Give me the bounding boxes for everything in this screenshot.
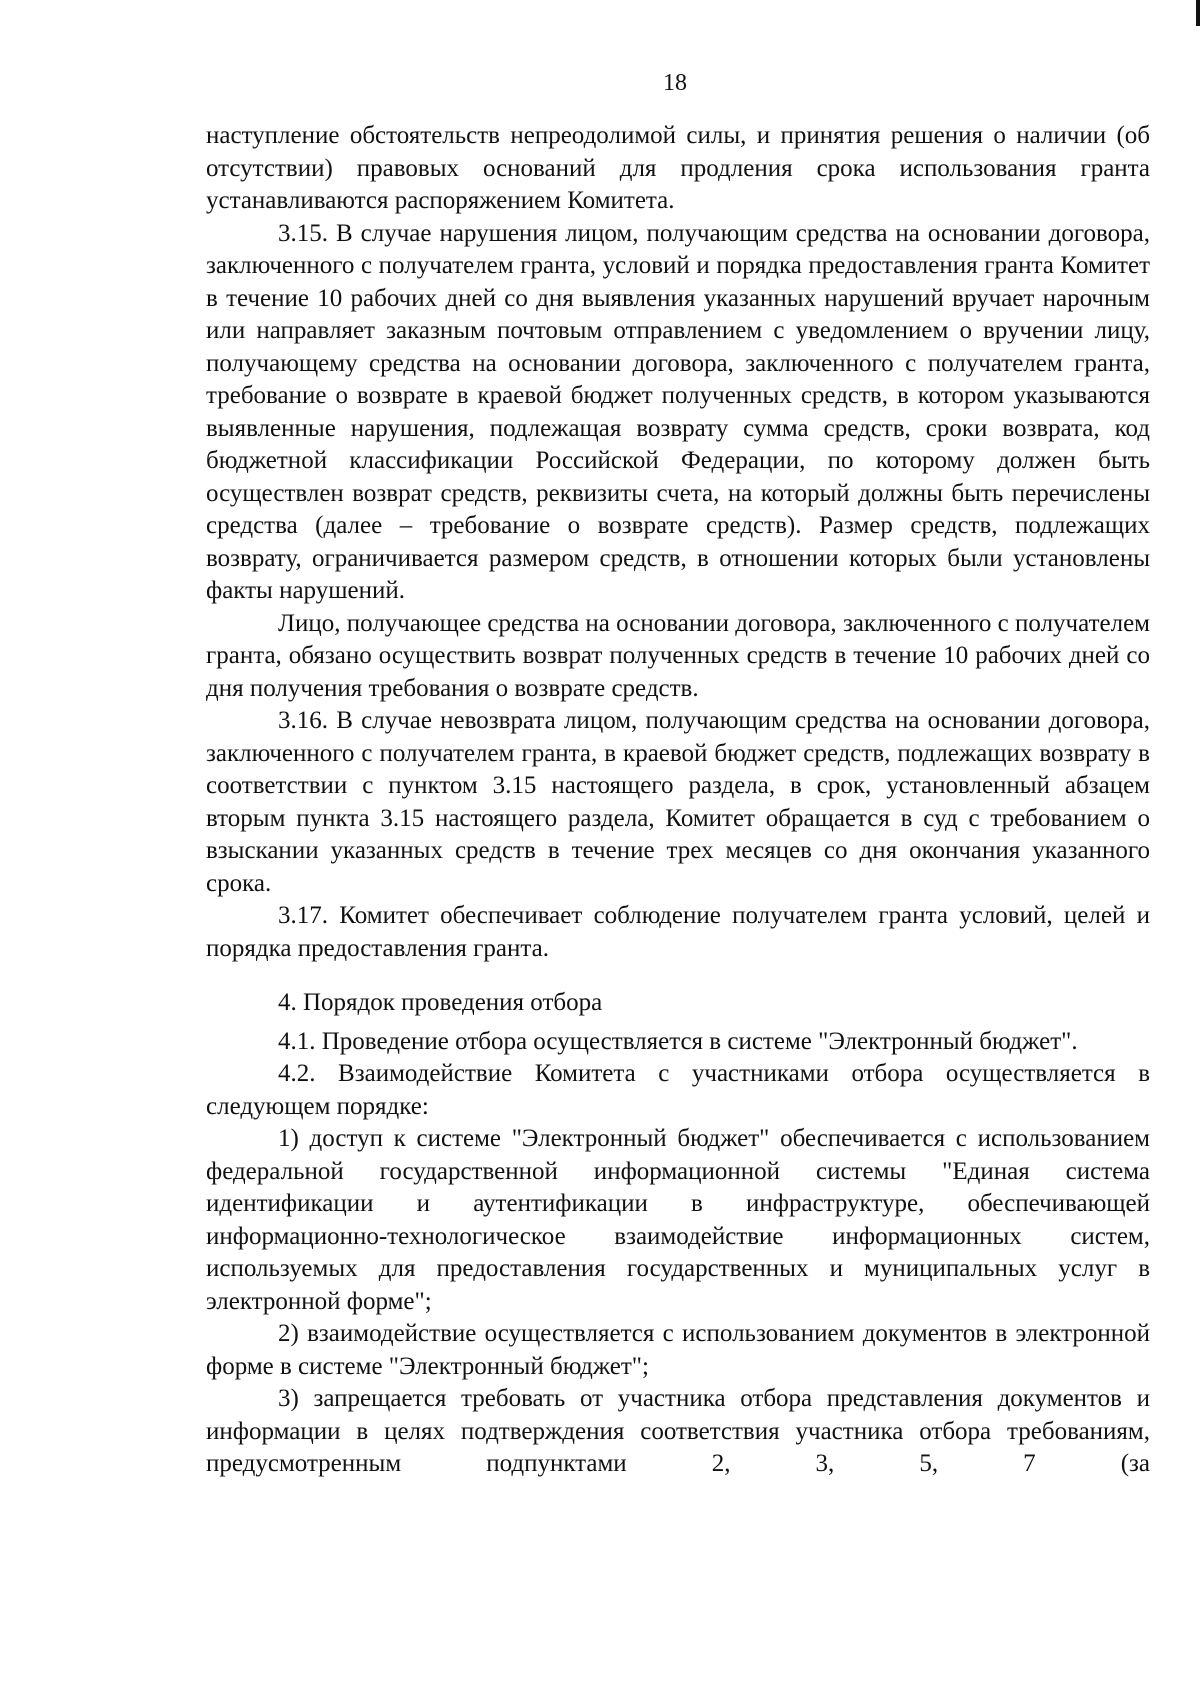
scan-edge-mark (1196, 0, 1200, 26)
paragraph-4-2: 4.2. Взаимодействие Комитета с участниками отбора осуществляется в следующем порядке: (206, 1060, 1150, 1120)
list-item-1: 1) доступ к системе "Электронный бюджет" обеспечивается с использованием федеральной государственной информационной системы "Единая система идентификации и аутентификации в инфраструктуре, обеспечивающей информационно-технологическое взаимодействие информационных систем, используемых для предоставления государственных и муниципальных услуг в электронной форме"; (206, 1125, 1150, 1315)
paragraph-3-16: 3.16. В случае невозврата лицом, получающим средства на основании договора, заключенного с получателем гранта, в краевой бюджет средств, подлежащих возврату в соответствии с пунктом 3.15 настоящего раздела, в срок, установленный абзацем вторым пункта 3.15 настоящего раздела, Комитет обращается в суд с требованием о взыскании указанных средств в течение трех месяцев со дня окончания указанного срока. (206, 707, 1150, 897)
paragraph-3-15: 3.15. В случае нарушения лицом, получающим средства на основании договора, заключенного с получателем гранта, условий и порядка предоставления гранта Комитет в течение 10 рабочих дней со дня выявления указанных нарушений вручает нарочным или направляет заказным почтовым отправлением с уведомлением о вручении лицу, получающему средства на основании договора, заключенного с получателем гранта, требование о возврате в краевой бюджет полученных средств, в котором указываются выявленные нарушения, подлежащая возврату сумма средств, сроки возврата, код бюджетной классификации Российской Федерации, по которому должен быть осуществлен возврат средств, реквизиты счета, на который должны быть перечислены средства (далее – требование о возврате средств). Размер средств, подлежащих возврату, ограничивается размером средств, в отношении которых были установлены факты нарушений. (206, 219, 1150, 604)
paragraph-3-15-second: Лицо, получающее средства на основании договора, заключенного с получателем гранта, обязано осуществить возврат полученных средств в течение 10 рабочих дней со дня получения требования о возврате средств. (206, 609, 1150, 702)
paragraph-4-1: 4.1. Проведение отбора осуществляется в системе "Электронный бюджет". (278, 1027, 1078, 1055)
paragraph-3-17: 3.17. Комитет обеспечивает соблюдение получателем гранта условий, целей и порядка предоставления гранта. (206, 902, 1150, 962)
list-item-2: 2) взаимодействие осуществляется с использованием документов в электронной форме в системе "Электронный бюджет"; (206, 1320, 1150, 1380)
list-item-3: 3) запрещается требовать от участника отбора представления документов и информации в целях подтверждения соответствия участника отбора требованиям, предусмотренным подпунктами 2, 3, 5, 7 (за (206, 1385, 1150, 1477)
document-body (206, 120, 1150, 1481)
page-number: 18 (663, 70, 687, 96)
section-heading-4: 4. Порядок проведения отбора (278, 989, 603, 1016)
paragraph-continuation: наступление обстоятельств непреодолимой силы, и принятия решения о наличии (об отсутствии) правовых оснований для продления срока использования гранта устанавливаются распоряжением Комитета. (206, 122, 1150, 214)
